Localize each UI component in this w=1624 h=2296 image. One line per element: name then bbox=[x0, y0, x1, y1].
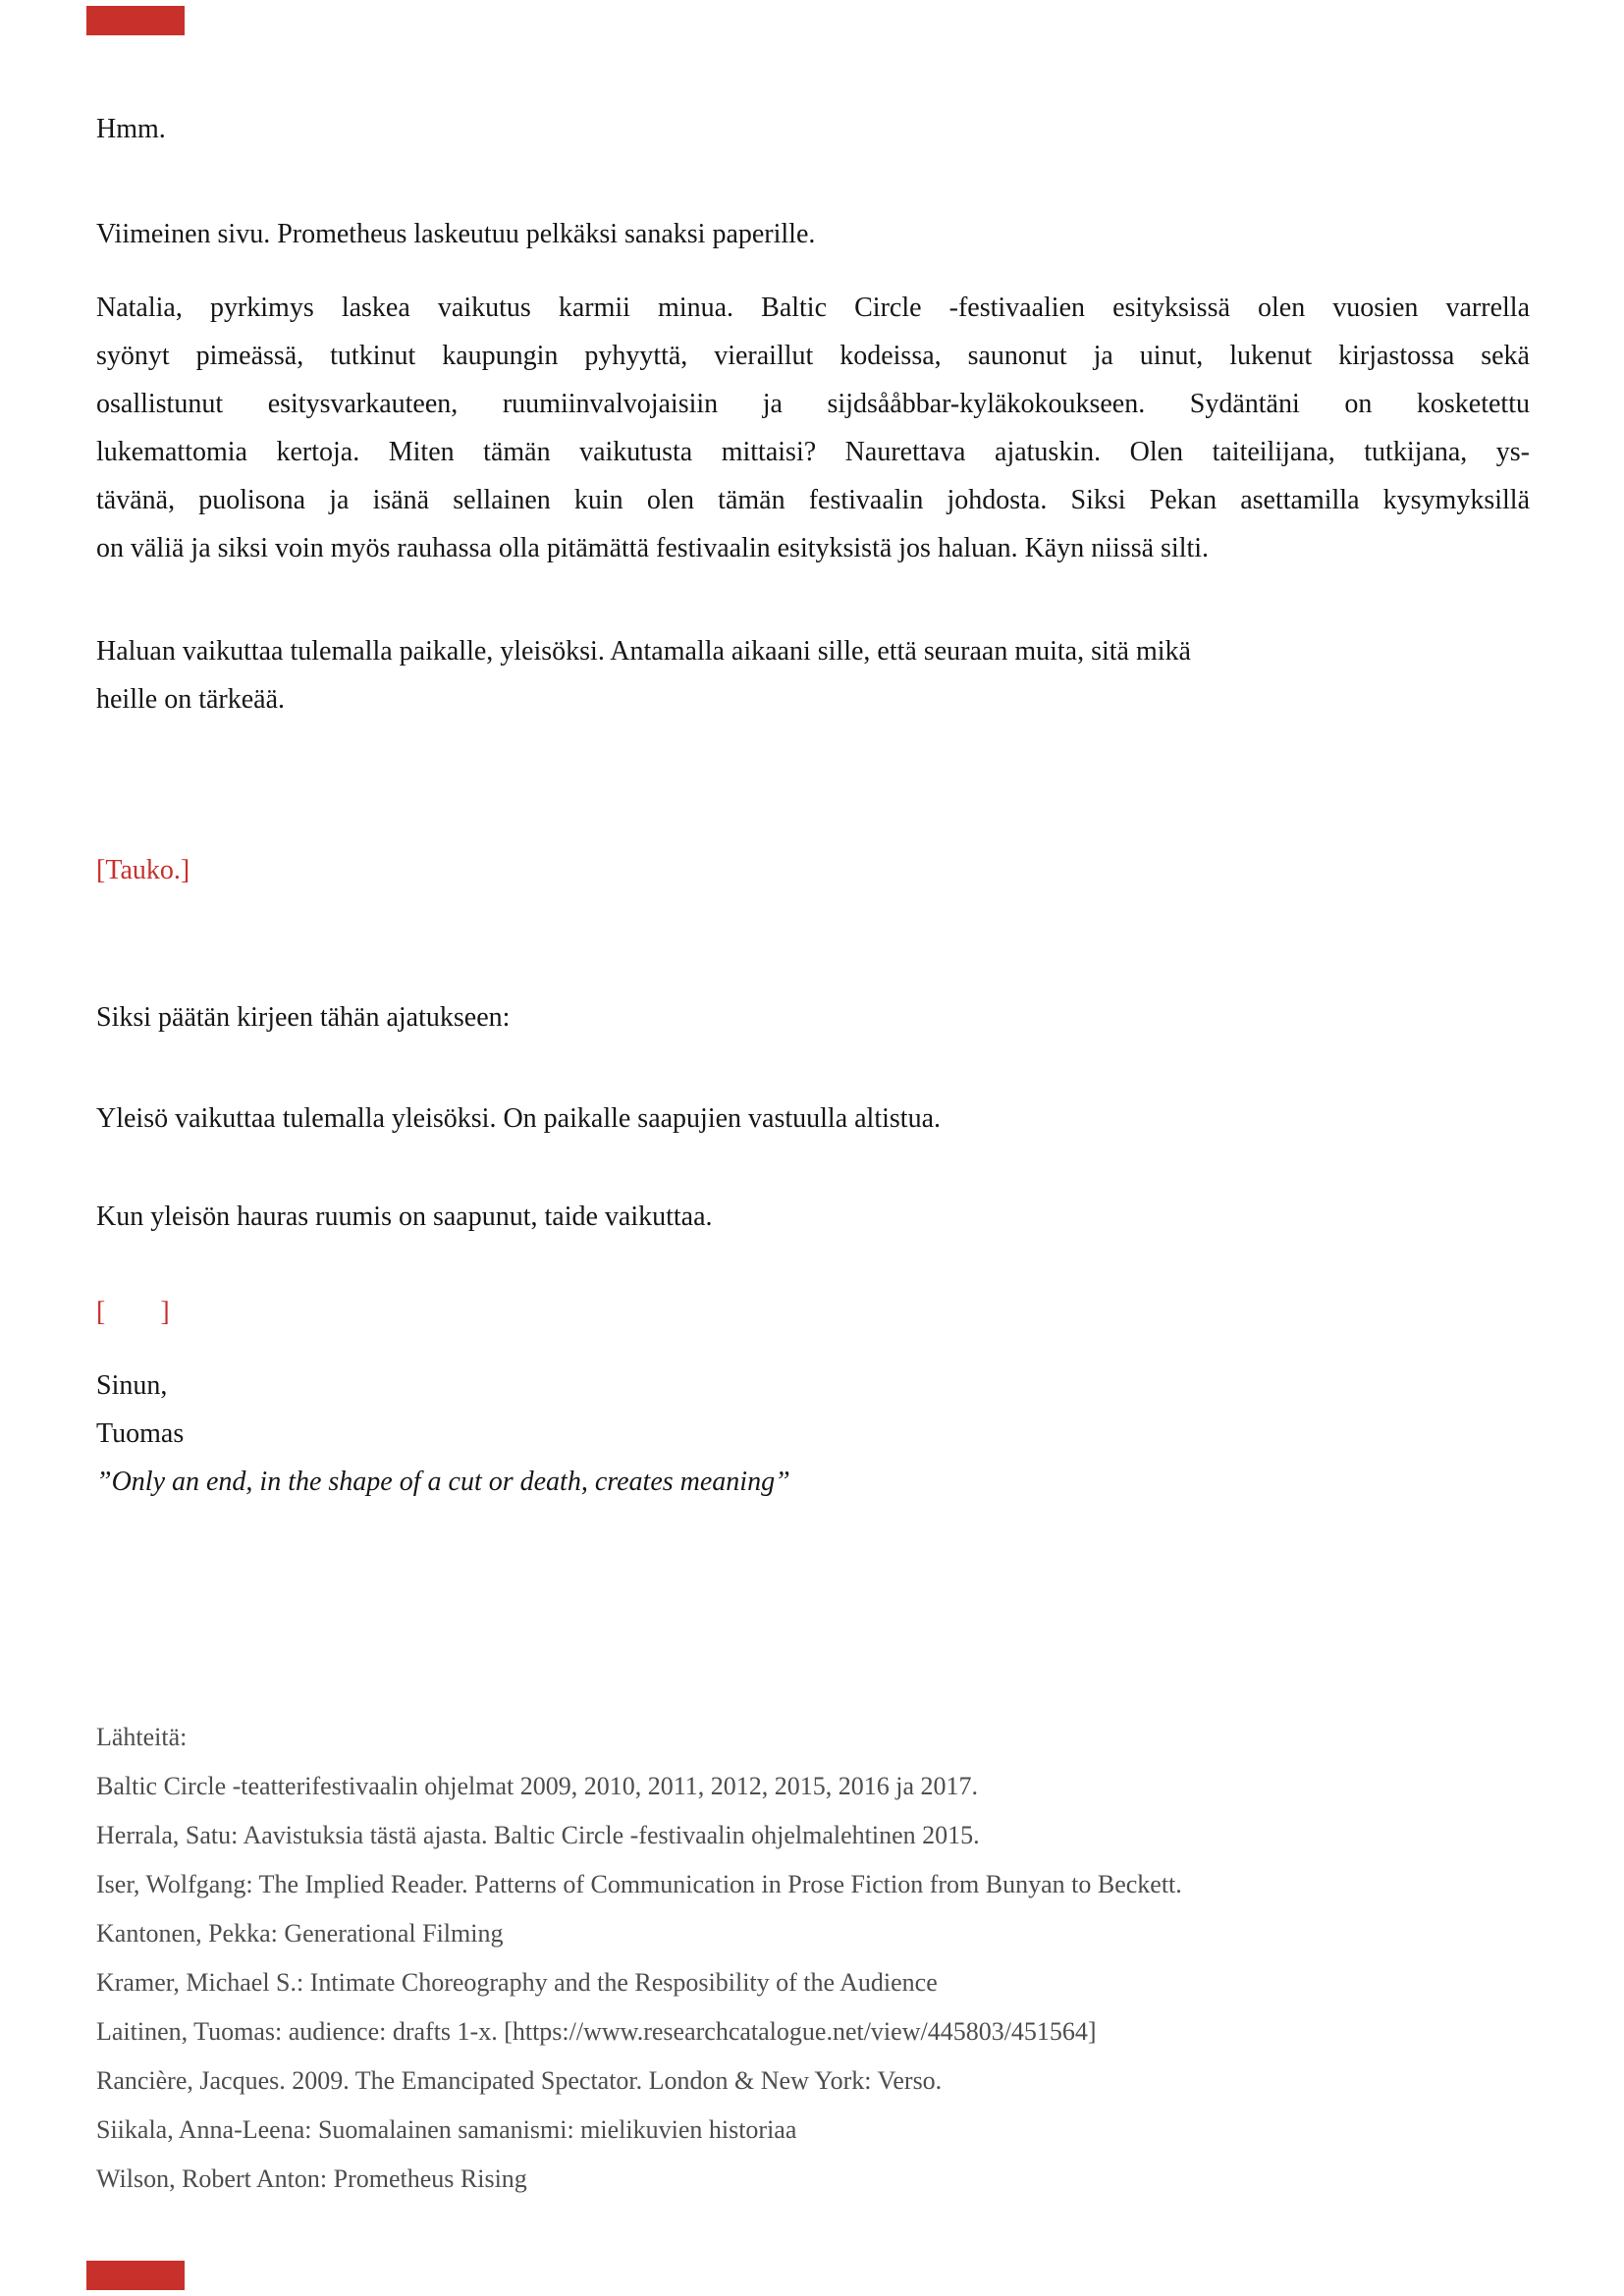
paragraph-viimeinen: Viimeinen sivu. Prometheus laskeutuu pelkäksi sanaksi paperille. bbox=[96, 219, 816, 249]
signature-name: Tuomas bbox=[96, 1418, 185, 1449]
empty-brackets-marker: [ ] bbox=[96, 1297, 170, 1327]
red-corner-mark-top bbox=[86, 6, 185, 35]
paragraph-natalia-line: lukemattomia kertoja. Miten tämän vaikutusta mittaisi? Naurettava ajatuskin. Olen taiteilijana, tutkijana, ys- bbox=[96, 437, 1530, 467]
reference-item: Wilson, Robert Anton: Prometheus Rising bbox=[96, 2164, 527, 2193]
signature-greeting: Sinun, bbox=[96, 1370, 168, 1401]
references-section bbox=[96, 1713, 1530, 2204]
reference-item: Kramer, Michael S.: Intimate Choreography and the Resposibility of the Audience bbox=[96, 1968, 938, 1997]
paragraph-siksi: Siksi päätän kirjeen tähän ajatukseen: bbox=[96, 1002, 511, 1033]
paragraph-natalia bbox=[96, 284, 1530, 572]
reference-item: Iser, Wolfgang: The Implied Reader. Patterns of Communication in Prose Fiction from Bunyan to Beckett. bbox=[96, 1870, 1182, 1898]
paragraph-haluan-line: Haluan vaikuttaa tulemalla paikalle, yleisöksi. Antamalla aikaani sille, että seuraan muita, sitä mikä bbox=[96, 636, 1191, 667]
paragraph-natalia-line: on väliä ja siksi voin myös rauhassa olla pitämättä festivaalin esityksistä jos haluan. Käyn niissä silti. bbox=[96, 533, 1210, 563]
reference-item: Siikala, Anna-Leena: Suomalainen samanismi: mielikuvien historiaa bbox=[96, 2115, 797, 2144]
reference-item: Baltic Circle -teatterifestivaalin ohjelmat 2009, 2010, 2011, 2012, 2015, 2016 ja 2017. bbox=[96, 1772, 979, 1800]
red-corner-mark-bottom bbox=[86, 2261, 185, 2290]
paragraph-natalia-line: osallistunut esitysvarkauteen, ruumiinvalvojaisiin ja sijdsååbbar-kyläkokoukseen. Sydäntäni on kosketettu bbox=[96, 389, 1530, 419]
paragraph-haluan bbox=[96, 627, 1530, 723]
reference-item: Rancière, Jacques. 2009. The Emancipated Spectator. London & New York: Verso. bbox=[96, 2066, 943, 2095]
reference-item: Kantonen, Pekka: Generational Filming bbox=[96, 1919, 504, 1948]
paragraph-natalia-line: Natalia, pyrkimys laskea vaikutus karmii minua. Baltic Circle -festivaalien esityksissä olen vuosien varrella bbox=[96, 293, 1530, 323]
paragraph-yleiso: Yleisö vaikuttaa tulemalla yleisöksi. On paikalle saapujien vastuulla altistua. bbox=[96, 1103, 942, 1134]
references-heading: Lähteitä: bbox=[96, 1723, 188, 1751]
pause-marker: [Tauko.] bbox=[96, 855, 190, 885]
paragraph-hmm: Hmm. bbox=[96, 114, 166, 144]
paragraph-haluan-line: heille on tärkeää. bbox=[96, 684, 286, 715]
reference-item: Laitinen, Tuomas: audience: drafts 1-x. [https://www.researchcatalogue.net/view/445803/451564] bbox=[96, 2017, 1097, 2046]
paragraph-natalia-line: syönyt pimeässä, tutkinut kaupungin pyhyyttä, vieraillut kodeissa, saunonut ja uinut, lukenut kirjastossa sekä bbox=[96, 341, 1530, 371]
references-list bbox=[96, 1762, 1530, 2204]
reference-item: Herrala, Satu: Aavistuksia tästä ajasta. Baltic Circle -festivaalin ohjelmalehtinen 2015. bbox=[96, 1821, 980, 1849]
paragraph-natalia-line: tävänä, puolisona ja isänä sellainen kuin olen tämän festivaalin johdosta. Siksi Pekan asettamilla kysymyksillä bbox=[96, 485, 1530, 515]
signature-block bbox=[96, 1362, 1530, 1506]
paragraph-kun: Kun yleisön hauras ruumis on saapunut, taide vaikuttaa. bbox=[96, 1201, 713, 1232]
closing-quote: ”Only an end, in the shape of a cut or death, creates meaning” bbox=[96, 1467, 790, 1497]
